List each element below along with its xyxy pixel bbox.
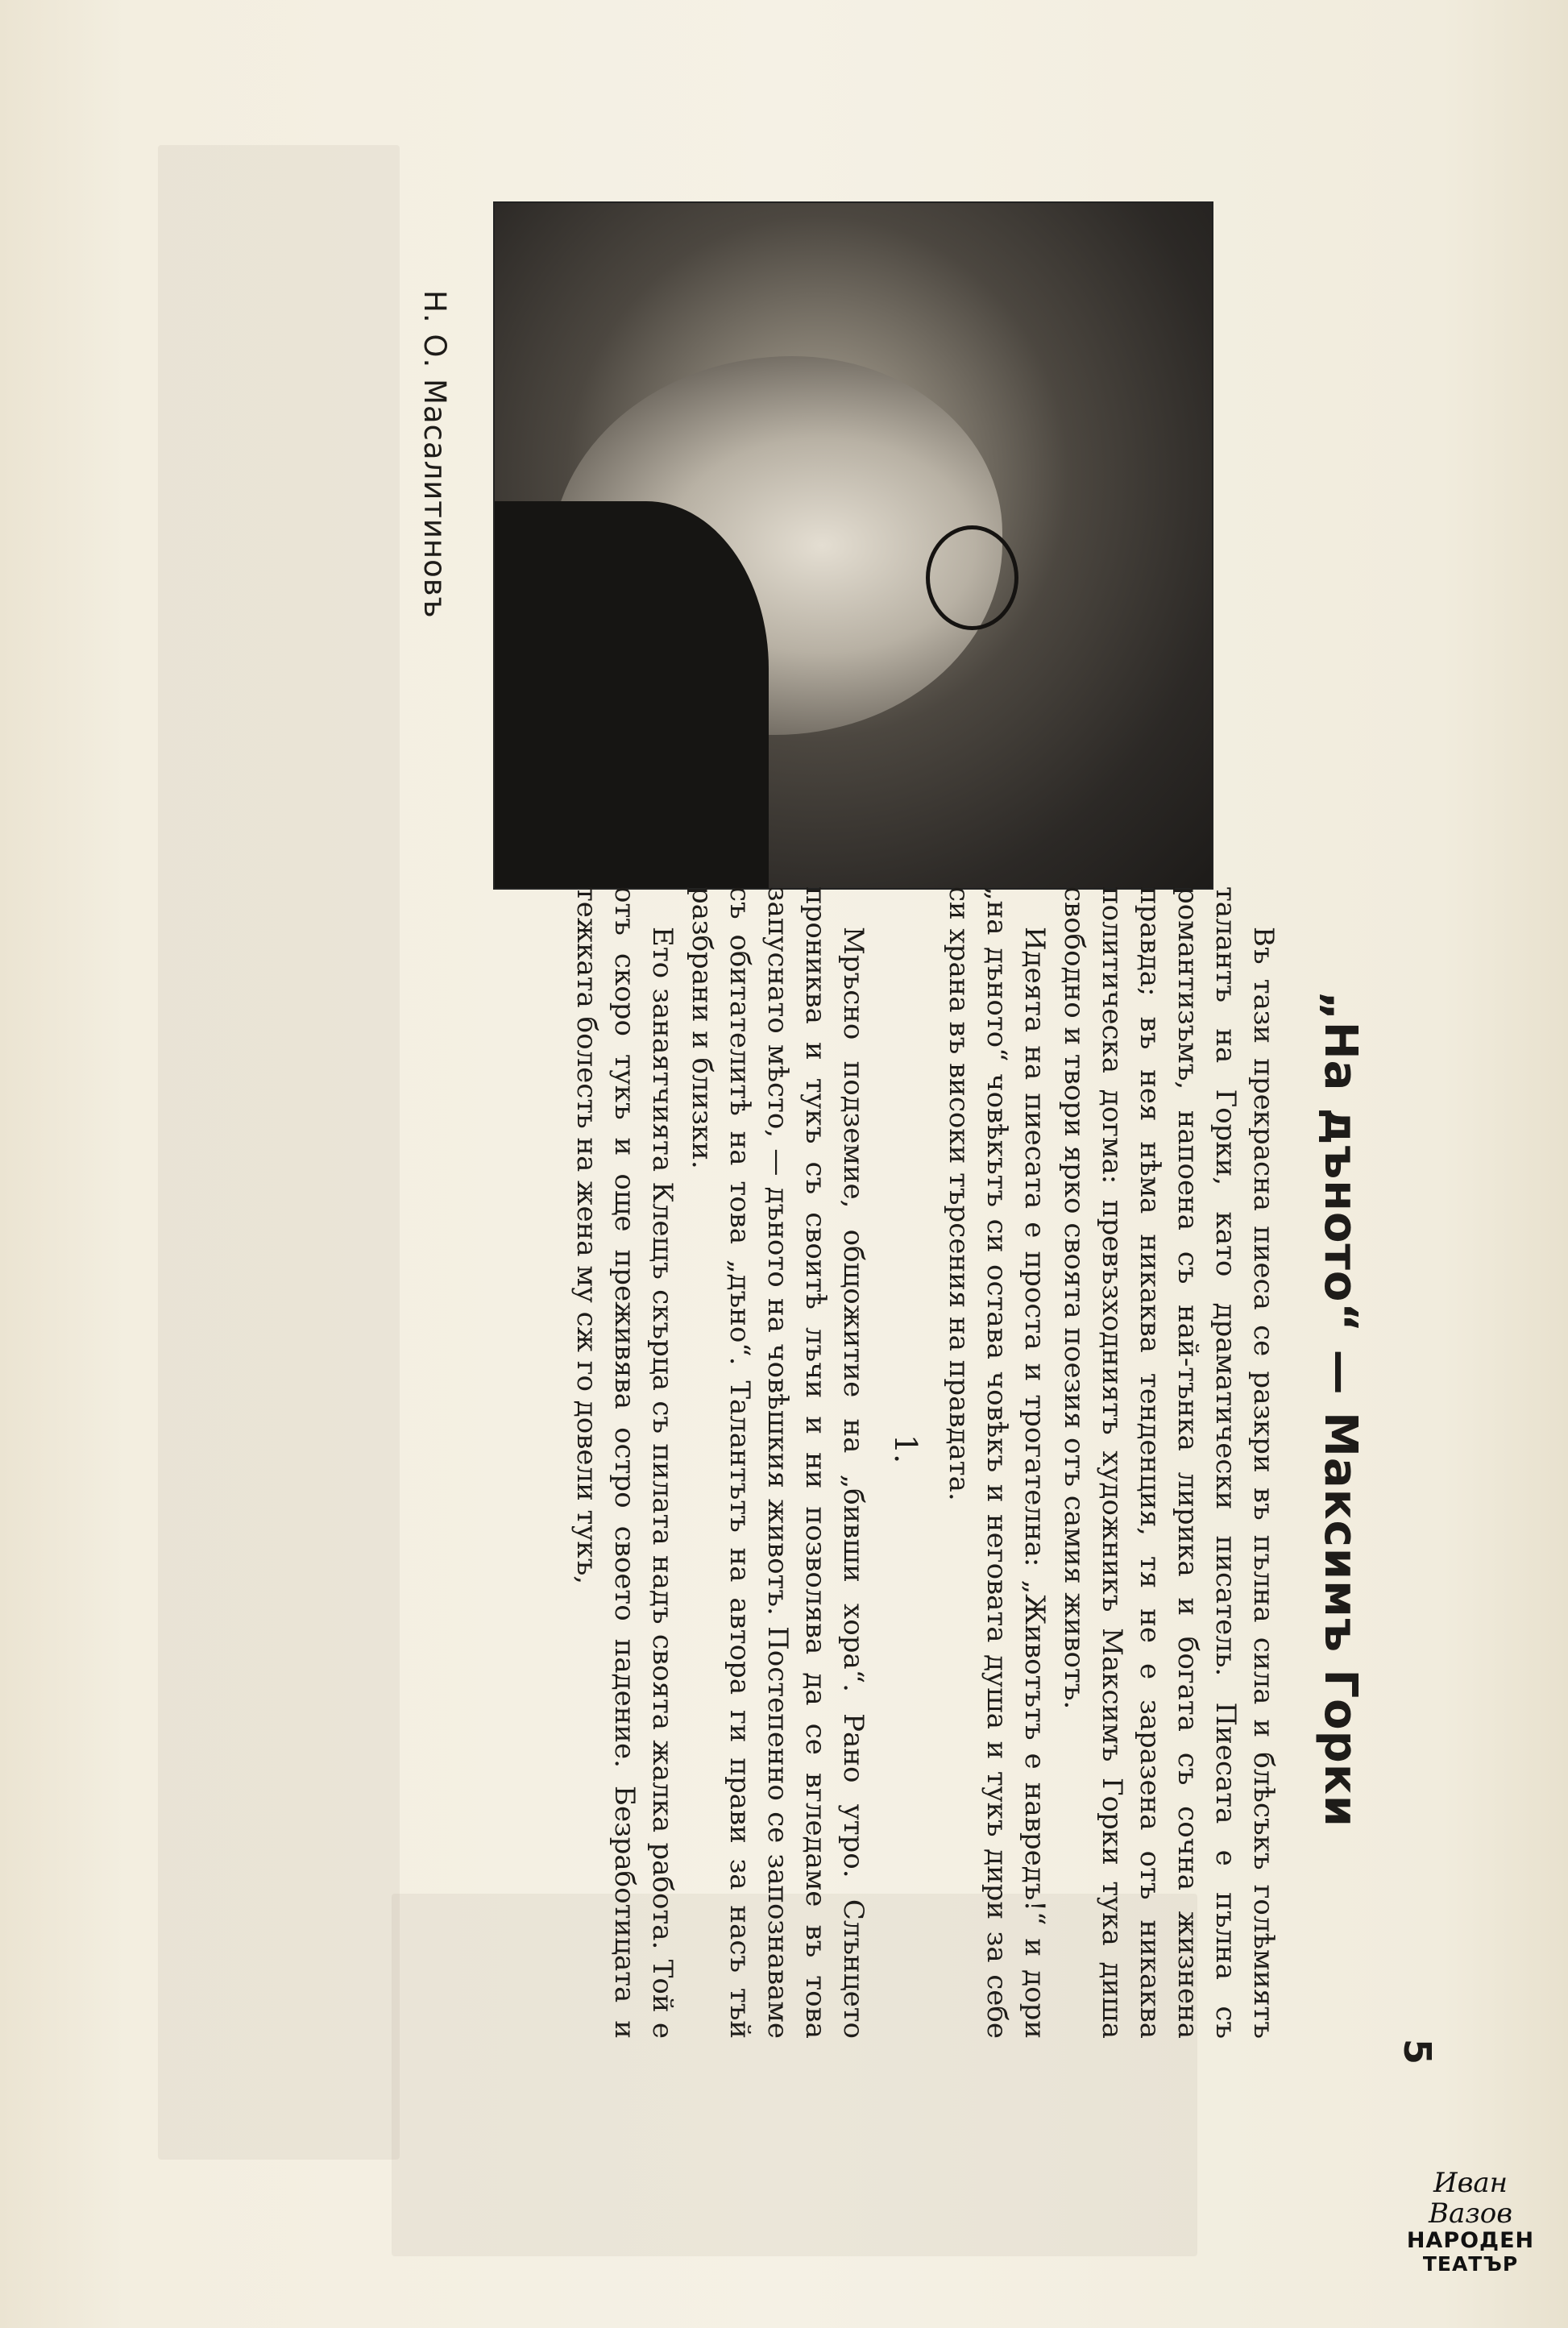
- photo-caption: Н. О. Масалитиновъ: [417, 290, 452, 619]
- article-paragraph: Идеята на пиесата е проста и трогателна: „Животътъ е навредъ!“ и дори „на дъното“ човѣкътъ си остава човѣкъ и неговата душа и тукъ дири за себе си храна въ високи търсения на правдата.: [943, 886, 1051, 2039]
- article: [566, 886, 1367, 2176]
- portrait-photo: [493, 201, 1213, 890]
- portrait-coat: [493, 501, 769, 890]
- logo-signature: Иван Вазов: [1428, 2167, 1513, 2230]
- portrait-spectacles: [926, 525, 1018, 630]
- national-theatre-logo: [1390, 2168, 1551, 2280]
- section-number: 1.: [888, 1434, 923, 1464]
- article-paragraph: Ето занаятчията Клещъ скърца съ пилата надъ своята жалка работа. Той е отъ скоро тукъ и още преживява остро своето падение. Безработицата и тежката болесть на жена му сж го довели тукъ,: [570, 886, 678, 2039]
- show-through-right: [158, 145, 400, 2160]
- article-paragraph: Въ тази прекрасна пиеса се разкри въ пълна сила и блѣсъкъ голѣмиятъ талантъ на Горки, като драматически писатель. Пиесата е пълна съ романтизъмъ, напоена съ най-тънка лирика и богата съ сочна жизнена правда; въ нея нѣма никаква тенденция, тя не е заразена отъ никаква политическа догма: превъзходниятъ художникъ Максимъ Горки тука диша свободно и твори ярко своята поезия отъ самия животъ.: [1058, 886, 1280, 2039]
- article-title: „На дъното“ — Максимъ Горки: [1314, 991, 1367, 1828]
- page-number: 5: [1396, 2039, 1439, 2065]
- logo-line-1: НАРОДЕН: [1406, 2228, 1535, 2253]
- logo-line-2: ТЕАТЪР: [1422, 2252, 1519, 2276]
- article-paragraph: Мръсно подземие, общожитие на „бивши хора“. Рано утро. Слънцето прониква и тукъ съ своитѣ лъчи и ни позволява да се вгледаме въ това запуснато мѣсто, — дъното на човѣшкия животъ. Постепенно се запознаваме съ обитателитѣ на това „дъно“. Талантътъ на автора ги прави за насъ тъй разбрани и близки.: [686, 886, 869, 2039]
